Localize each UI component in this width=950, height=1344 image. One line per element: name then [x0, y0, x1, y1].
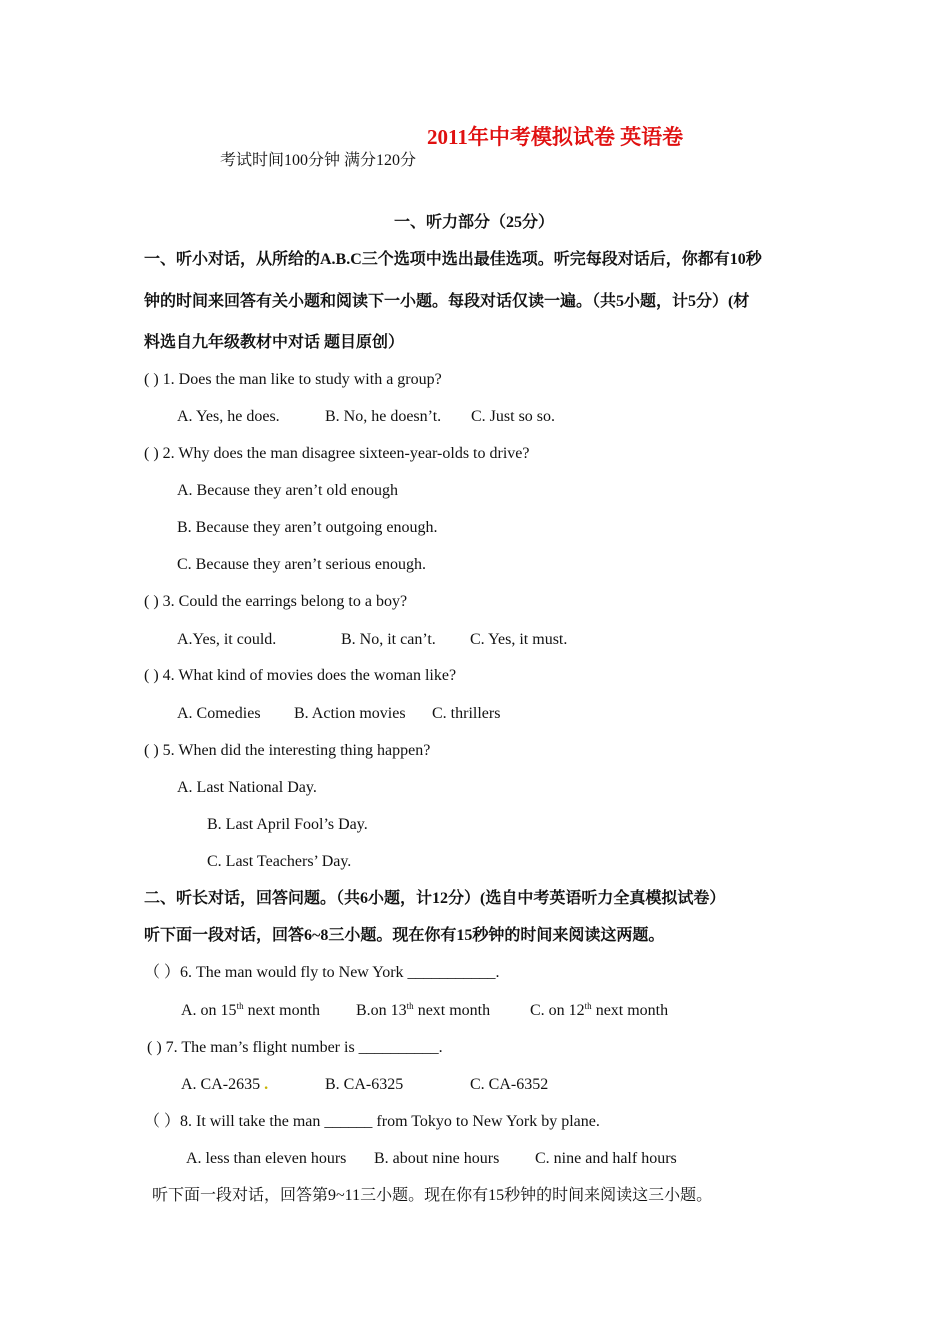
exam-title: 2011年中考模拟试卷 英语卷 [427, 125, 684, 149]
question-2-stem: ( ) 2. Why does the man disagree sixteen-year-olds to drive? [144, 445, 530, 462]
exam-info: 考试时间100分钟 满分120分 [220, 152, 417, 169]
ordinal-suffix: th [406, 1001, 414, 1011]
question-4-option-c: C. thrillers [432, 705, 501, 722]
question-8-option-c: C. nine and half hours [535, 1150, 677, 1167]
question-3-option-a: A.Yes, it could. [177, 631, 277, 648]
question-7-option-c: C. CA-6352 [470, 1076, 549, 1093]
question-3-option-b: B. No, it can’t. [341, 631, 436, 648]
question-6-option-c [530, 1001, 668, 1021]
section1-instructions-line3: 料选自九年级教材中对话 题目原创） [144, 334, 405, 351]
option-text: next month [413, 1002, 491, 1019]
option-text: next month [591, 1002, 669, 1019]
question-8-stem: （ ）8. It will take the man ______ from Tokyo to New York by plane. [144, 1113, 600, 1130]
ordinal-suffix: th [584, 1001, 592, 1011]
question-7-stem: ( ) 7. The man’s flight number is __________. [147, 1039, 443, 1056]
ordinal-suffix: th [236, 1001, 244, 1011]
question-5-stem: ( ) 5. When did the interesting thing happen? [144, 742, 431, 759]
question-1-stem: ( ) 1. Does the man like to study with a group? [144, 371, 442, 388]
question-2-option-b: B. Because they aren’t outgoing enough. [177, 519, 438, 536]
part-heading: 一、听力部分（25分） [394, 214, 555, 231]
question-6-stem: （ ）6. The man would fly to New York ___________. [144, 964, 500, 981]
question-2-option-a: A. Because they aren’t old enough [177, 482, 398, 499]
question-8-option-b: B. about nine hours [374, 1150, 500, 1167]
option-text: C. on 12 [530, 1002, 585, 1019]
option-text: A. CA-2635 [181, 1076, 261, 1093]
section2-sub-instructions-1: 听下面一段对话，回答6~8三小题。现在你有15秒钟的时间来阅读这两题。 [144, 927, 665, 944]
question-4-option-a: A. Comedies [177, 705, 261, 722]
section2-sub-instructions-2: 听下面一段对话，回答第9~11三小题。现在你有15秒钟的时间来阅读这三小题。 [152, 1187, 713, 1204]
question-5-option-b: B. Last April Fool’s Day. [207, 816, 368, 833]
question-6-option-a [181, 1001, 320, 1021]
option-text: next month [243, 1002, 321, 1019]
section1-instructions-line2: 钟的时间来回答有关小题和阅读下一小题。每段对话仅读一遍。（共5小题，计5分）(材 [144, 293, 750, 310]
question-5-option-c: C. Last Teachers’ Day. [207, 853, 352, 870]
section1-instructions-line1: 一、听小对话，从所给的A.B.C三个选项中选出最佳选项。听完每段对话后，你都有10秒 [144, 251, 762, 268]
question-7-option-b: B. CA-6325 [325, 1076, 404, 1093]
question-8-option-a: A. less than eleven hours [186, 1150, 347, 1167]
question-5-option-a: A. Last National Day. [177, 779, 317, 796]
question-7-option-a [181, 1075, 268, 1095]
question-3-option-c: C. Yes, it must. [470, 631, 568, 648]
question-1-option-a: A. Yes, he does. [177, 408, 280, 425]
question-4-stem: ( ) 4. What kind of movies does the woman like? [144, 667, 457, 684]
question-1-option-b: B. No, he doesn’t. [325, 408, 442, 425]
section2-heading: 二、听长对话，回答问题。（共6小题，计12分）(选自中考英语听力全真模拟试卷） [144, 890, 726, 907]
stray-mark: . [264, 1076, 269, 1093]
question-1-option-c: C. Just so so. [471, 408, 556, 425]
question-4-option-b: B. Action movies [294, 705, 406, 722]
option-text: B.on 13 [356, 1002, 407, 1019]
option-text: A. on 15 [181, 1002, 237, 1019]
question-3-stem: ( ) 3. Could the earrings belong to a boy? [144, 593, 408, 610]
question-2-option-c: C. Because they aren’t serious enough. [177, 556, 426, 573]
question-6-option-b [356, 1001, 490, 1021]
